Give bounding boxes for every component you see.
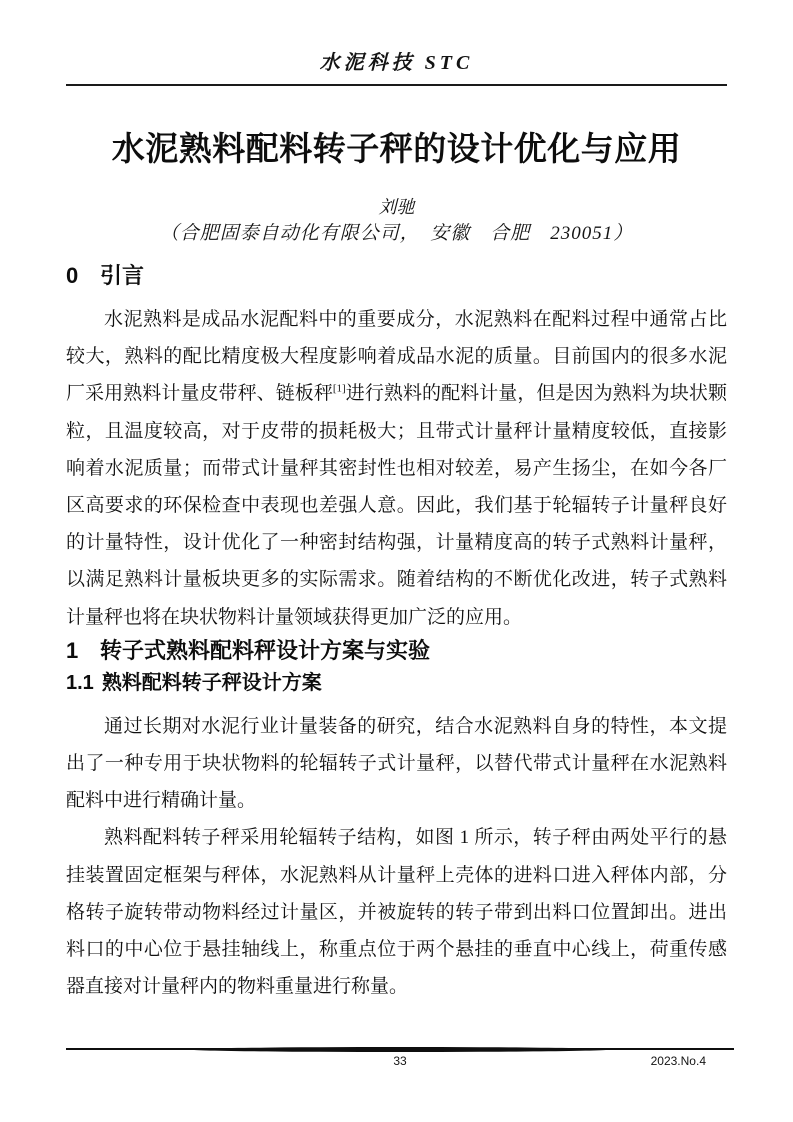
intro-text-after-ref: 进行熟料的配料计量，但是因为熟料为块状颗粒，且温度较高，对于皮带的损耗极大；且带式计量秤计量精度较低，直接影响着水泥质量；而带式计量秤其密封性也相对较差，易产生扬尘，在如今各厂区高要求的环保检查中表现也差强人意。因此，我们基于轮辐转子计量秤良好的计量特性，设计优化了一种密封结构强，计量精度高的转子式熟料计量秤，以满足熟料计量板块更多的实际需求。随着结构的不断优化改进，转子式熟料计量秤也将在块状物料计量领域获得更加广泛的应用。	[66, 383, 727, 628]
intro-paragraph	[66, 301, 727, 636]
header-rule	[66, 84, 727, 86]
page-number: 33	[393, 1054, 407, 1068]
page-content	[0, 51, 793, 1005]
citation-ref-1: [1]	[332, 383, 346, 396]
subsection-number: 1.1	[66, 671, 94, 694]
issue-label: 2023.No.4	[650, 1054, 706, 1068]
design-paragraph-1: 通过长期对水泥行业计量装备的研究，结合水泥熟料自身的特性，本文提出了一种专用于块状物料的轮辐转子式计量秤，以替代带式计量秤在水泥熟料配料中进行精确计量。	[66, 715, 727, 812]
section-heading-1	[66, 637, 727, 664]
footer-rule-scan-artifact	[190, 1047, 610, 1052]
article-title: 水泥熟料配料转子秤的设计优化与应用	[111, 130, 682, 167]
journal-header	[66, 51, 727, 86]
footer-rule	[66, 1048, 734, 1050]
footer-row	[66, 1053, 734, 1069]
page-footer	[66, 1048, 734, 1069]
section-number: 0	[66, 263, 79, 288]
journal-title: 水泥科技 STC	[319, 52, 474, 74]
design-paragraph-2: 熟料配料转子秤采用轮辐转子结构，如图 1 所示，转子秤由两处平行的悬挂装置固定框架与秤体，水泥熟料从计量秤上壳体的进料口进入秤体内部，分格转子旋转带动物料经过计量区，并被旋转的转子带到出料口位置卸出。进出料口的中心位于悬挂轴线上，称重点位于两个悬挂的垂直中心线上，荷重传感器直接对计量秤内的物料重量进行称量。	[66, 827, 727, 998]
section-heading-0	[66, 262, 727, 289]
section-title: 引言	[100, 263, 145, 288]
intro-text-before-ref: 水泥熟料是成品水泥配料中的重要成分，水泥熟料在配料过程中通常占比较大，熟料的配比精度极大程度影响着成品水泥的质量。目前国内的很多水泥厂采用熟料计量皮带秤、链板秤	[66, 309, 727, 405]
author-affiliation: （合肥固泰自动化有限公司， 安徽 合肥 230051）	[159, 223, 634, 244]
author-name: 刘驰	[378, 197, 415, 217]
subsection-title: 熟料配料转子秤设计方案	[101, 671, 322, 694]
subsection-heading-1-1	[66, 671, 727, 696]
section-title: 转子式熟料配料秤设计方案与实验	[100, 637, 431, 663]
section-number: 1	[66, 637, 79, 663]
